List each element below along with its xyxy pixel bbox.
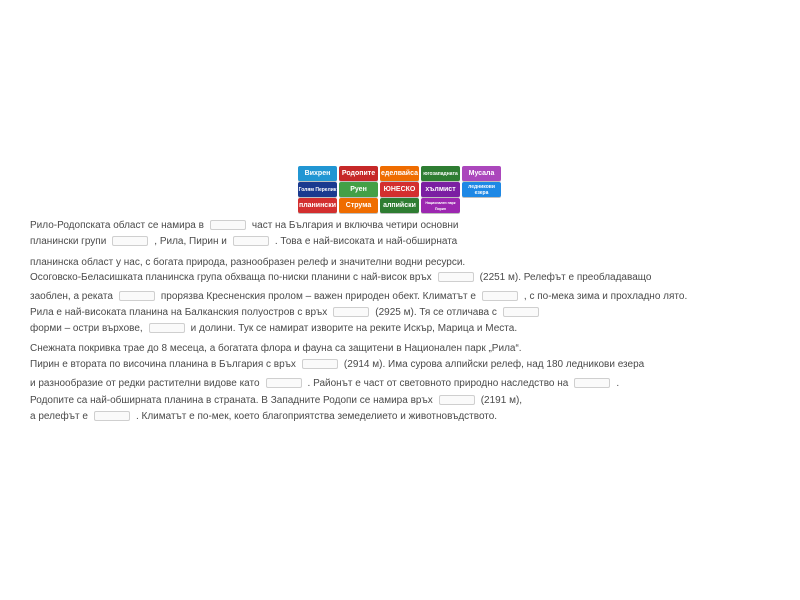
word-tile[interactable]: Вихрен bbox=[298, 166, 337, 181]
text-line bbox=[30, 394, 522, 408]
text-segment: Рила е най-високата планина на Балканския полуостров с връх bbox=[30, 307, 328, 318]
word-tile[interactable]: ЮНЕСКО bbox=[380, 182, 419, 197]
text-segment: част на България и включва четири основни bbox=[251, 220, 459, 231]
text-line bbox=[30, 235, 457, 249]
answer-blank[interactable] bbox=[333, 307, 369, 317]
text-segment: и разнообразие от редки растителни видове като bbox=[30, 378, 260, 389]
text-segment: Осоговско-Беласишката планинска група обхваща по-ниски планини с най-висок връх bbox=[30, 272, 432, 283]
text-segment: планински групи bbox=[30, 236, 107, 247]
word-tile[interactable]: алпийски bbox=[380, 198, 419, 213]
answer-blank[interactable] bbox=[438, 272, 474, 282]
text-segment: а релефът е bbox=[30, 411, 88, 422]
word-tile[interactable]: хълмист bbox=[421, 182, 460, 197]
word-tile[interactable]: Струма bbox=[339, 198, 378, 213]
text-line bbox=[30, 410, 497, 424]
answer-blank[interactable] bbox=[439, 395, 475, 405]
text-line bbox=[30, 342, 522, 356]
word-tile[interactable]: Национален парк Пирин bbox=[421, 198, 460, 213]
text-line bbox=[30, 377, 619, 391]
word-tile[interactable]: Голям Перелик bbox=[298, 182, 337, 197]
word-tile[interactable]: Руен bbox=[339, 182, 378, 197]
text-segment: (2251 м). Релефът е преобладаващо bbox=[479, 272, 652, 283]
text-segment: Пирин е втората по височина планина в България с връх bbox=[30, 359, 296, 370]
text-line bbox=[30, 256, 465, 270]
text-segment: (2191 м), bbox=[480, 395, 523, 406]
answer-blank[interactable] bbox=[210, 220, 246, 230]
word-tile[interactable]: Родопите bbox=[339, 166, 378, 181]
word-tile[interactable]: ледникови езера bbox=[462, 182, 501, 197]
word-tile[interactable]: югозападната bbox=[421, 166, 460, 181]
word-tile[interactable]: Мусала bbox=[462, 166, 501, 181]
answer-blank[interactable] bbox=[233, 236, 269, 246]
word-tile[interactable]: планински bbox=[298, 198, 337, 213]
text-segment: . bbox=[616, 378, 620, 389]
text-line bbox=[30, 306, 545, 320]
text-segment: прорязва Кресненския пролом – важен природен обект. Климатът е bbox=[160, 291, 476, 302]
text-line bbox=[30, 322, 517, 336]
answer-blank[interactable] bbox=[266, 378, 302, 388]
text-segment: Родопите са най-обширната планина в страната. В Западните Родопи се намира връх bbox=[30, 395, 433, 406]
text-segment: . Климатът е по-мек, което благоприятства земеделието и животновъдството. bbox=[135, 411, 498, 422]
answer-blank[interactable] bbox=[149, 323, 185, 333]
text-segment: (2914 м). Има сурова алпийски релеф, над 180 ледникови езера bbox=[343, 359, 645, 370]
word-bank bbox=[298, 166, 502, 216]
text-segment: , Рила, Пирин и bbox=[154, 236, 227, 247]
answer-blank[interactable] bbox=[94, 411, 130, 421]
word-tile[interactable]: еделвайса bbox=[380, 166, 419, 181]
text-line bbox=[30, 358, 644, 372]
empty-slot bbox=[462, 198, 501, 213]
answer-blank[interactable] bbox=[574, 378, 610, 388]
text-segment: Рило-Родопската област се намира в bbox=[30, 220, 204, 231]
text-segment: Снежната покривка трае до 8 месеца, а богатата флора и фауна са защитени в Национален парк „Рила“. bbox=[30, 343, 522, 354]
answer-blank[interactable] bbox=[112, 236, 148, 246]
text-segment: . Това е най-високата и най-обширната bbox=[274, 236, 458, 247]
text-segment: , с по-мека зима и прохладно лято. bbox=[523, 291, 688, 302]
text-segment: заоблен, а реката bbox=[30, 291, 113, 302]
text-line bbox=[30, 290, 687, 304]
text-segment: (2925 м). Тя се отличава с bbox=[375, 307, 497, 318]
text-line bbox=[30, 271, 651, 285]
text-line bbox=[30, 219, 459, 233]
text-segment: и долини. Тук се намират изворите на реките Искър, Марица и Места. bbox=[190, 323, 518, 334]
answer-blank[interactable] bbox=[119, 291, 155, 301]
answer-blank[interactable] bbox=[482, 291, 518, 301]
answer-blank[interactable] bbox=[302, 359, 338, 369]
text-segment: форми – остри върхове, bbox=[30, 323, 143, 334]
text-segment: . Районът е част от световното природно наследство на bbox=[307, 378, 569, 389]
answer-blank[interactable] bbox=[503, 307, 539, 317]
text-segment: планинска област у нас, с богата природа, разнообразен релеф и значителни водни ресурси. bbox=[30, 257, 466, 268]
